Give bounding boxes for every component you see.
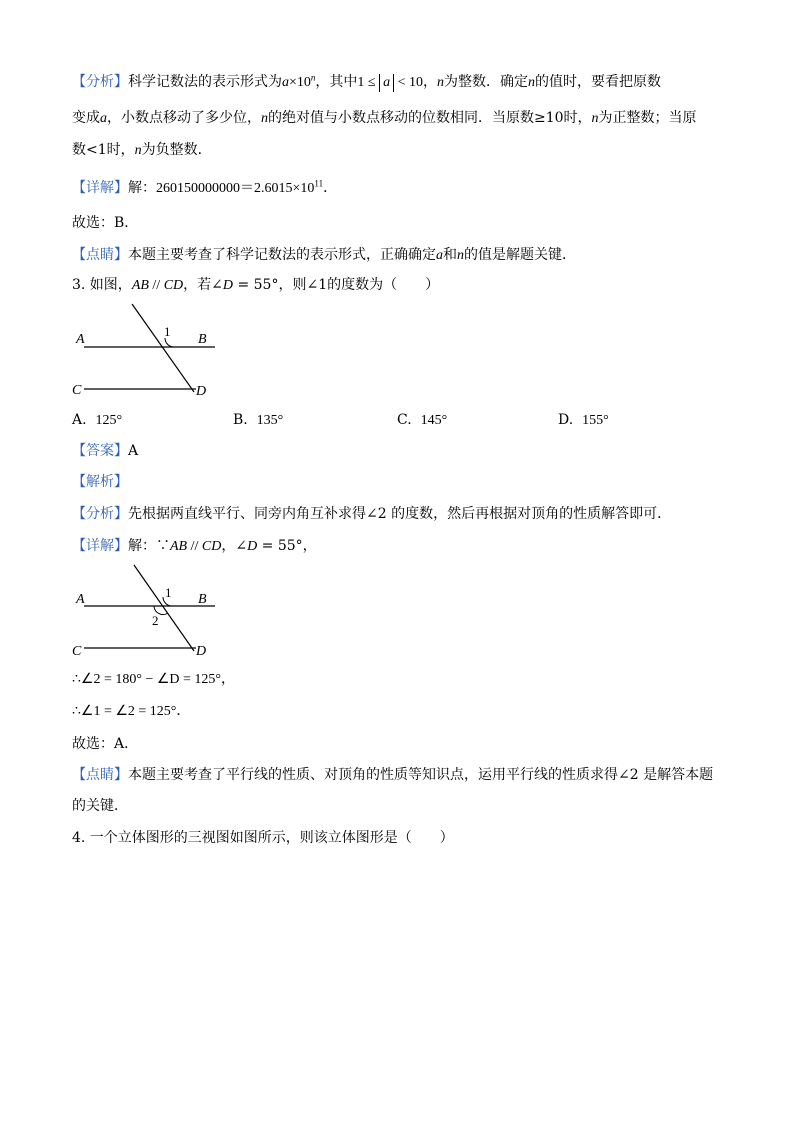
var-a: a	[436, 248, 443, 263]
option-b	[233, 410, 283, 431]
text: 的值是解题关键．	[464, 247, 576, 263]
line-ab: AB	[170, 539, 188, 554]
detail-tag: 【详解】	[72, 538, 128, 554]
label-d: D	[196, 384, 207, 399]
text: ．	[323, 180, 338, 196]
var-n: n	[261, 111, 268, 126]
text: ，若∠	[183, 277, 223, 293]
text: 解：∵	[128, 538, 170, 554]
text: 先根据两直线平行、同旁内角互补求得∠2 的度数，然后再根据对顶角的性质解答即可．	[128, 506, 672, 522]
text: 3. 如图，	[72, 277, 132, 293]
detail-line-2	[72, 536, 317, 557]
text: ，小数点移动了多少位，	[107, 110, 261, 126]
text: 为负整数．	[141, 142, 212, 158]
var-n: n	[457, 248, 464, 263]
answer-tag: 【答案】	[72, 443, 128, 459]
line-ab: AB	[131, 278, 149, 293]
text: 科学记数法的表示形式为	[128, 74, 282, 90]
label-angle-2: 2	[152, 613, 159, 628]
comment-line-2b: 的关键．	[72, 798, 128, 814]
text: 的值时，要看把原数	[535, 74, 661, 90]
analysis-line-3	[72, 140, 212, 161]
option-value: 155°	[582, 413, 609, 428]
sci-number: 260150000000＝2.6015×10	[156, 181, 315, 196]
parallel-symbol: //	[148, 278, 164, 293]
label-d: D	[196, 644, 207, 659]
point-d: D	[222, 278, 234, 293]
angle-arc-1	[165, 338, 174, 347]
text: 的绝对值与小数点移动的位数相同．当原数≥10时，	[268, 110, 592, 126]
transversal	[132, 304, 194, 392]
text: ，∠	[221, 538, 248, 554]
option-d	[558, 410, 609, 431]
text: 解：	[128, 180, 156, 196]
text: 本题主要考查了科学记数法的表示形式，正确确定	[128, 247, 436, 263]
label-a: A	[76, 592, 85, 607]
label-angle-1: 1	[164, 324, 171, 339]
text: 变成	[72, 110, 100, 126]
var-n: n	[437, 75, 444, 90]
text: 为正整数；当原	[598, 110, 697, 126]
label-b: B	[198, 332, 207, 347]
figure-parallel-lines	[70, 300, 230, 405]
option-value: 145°	[420, 413, 448, 428]
analysis-line-1	[72, 72, 661, 93]
option-c	[397, 410, 447, 431]
choose-line: 故选：B．	[72, 215, 139, 231]
times-ten: ×10	[289, 75, 311, 90]
question-4: 4. 一个立体图形的三视图如图所示，则该立体图形是（ ）	[72, 830, 454, 846]
range-right: < 10	[394, 75, 423, 90]
label-c: C	[72, 383, 82, 398]
text: = 55°，则∠1的度数为（ ）	[233, 277, 440, 293]
var-n: n	[134, 143, 142, 158]
option-value: 135°	[256, 413, 284, 428]
label-c: C	[72, 644, 82, 659]
answer-line	[72, 441, 138, 461]
figure-parallel-lines-2	[70, 562, 230, 664]
label-b: B	[198, 592, 207, 607]
option-label: D.	[558, 412, 574, 428]
text: ，	[423, 74, 437, 90]
point-d: D	[247, 539, 258, 554]
detail-tag: 【详解】	[72, 180, 128, 196]
label-a: A	[76, 332, 85, 347]
range-left: 1 ≤	[357, 75, 380, 90]
label-angle-1: 1	[165, 585, 172, 600]
comment-tag: 【点睛】	[72, 767, 128, 783]
choose-line-2: 故选：A．	[72, 736, 139, 752]
abs-a: a	[379, 74, 394, 92]
var-a: a	[100, 111, 107, 126]
step-2: ∴∠1 = ∠2 = 125°．	[72, 704, 191, 719]
option-a	[72, 410, 122, 431]
line-cd: CD	[163, 278, 184, 293]
text: = 55°，	[257, 538, 317, 554]
detail-line	[72, 178, 337, 199]
line-cd: CD	[201, 539, 222, 554]
analysis-heading: 【解析】	[72, 474, 128, 490]
option-label: A.	[72, 412, 87, 428]
text: ，其中	[315, 74, 358, 90]
comment-tag: 【点睛】	[72, 247, 128, 263]
question-3	[72, 275, 439, 296]
analysis-tag: 【分析】	[72, 506, 128, 522]
transversal	[134, 565, 194, 651]
text: 和	[443, 247, 457, 263]
answer-value: A	[128, 443, 139, 459]
analysis-line	[72, 504, 671, 524]
parallel-symbol: //	[187, 539, 202, 554]
analysis-tag: 【分析】	[72, 74, 128, 90]
var-a: a	[282, 75, 289, 90]
var-n: n	[528, 75, 535, 90]
text: 为整数．确定	[444, 74, 528, 90]
option-label: B.	[233, 412, 248, 428]
comment-line	[72, 245, 576, 266]
exp-n: n	[310, 72, 316, 83]
exponent: 11	[314, 178, 324, 189]
text: 本题主要考查了平行线的性质、对顶角的性质等知识点，运用平行线的性质求得∠2 是解答本题	[128, 767, 714, 783]
option-label: C.	[397, 412, 412, 428]
analysis-line-2	[72, 108, 697, 129]
step-1: ∴∠2 = 180° − ∠D = 125°，	[72, 672, 236, 687]
comment-line-2	[72, 765, 713, 785]
option-value: 125°	[95, 413, 123, 428]
var-n: n	[591, 111, 599, 126]
text: 数<1时，	[72, 142, 135, 158]
